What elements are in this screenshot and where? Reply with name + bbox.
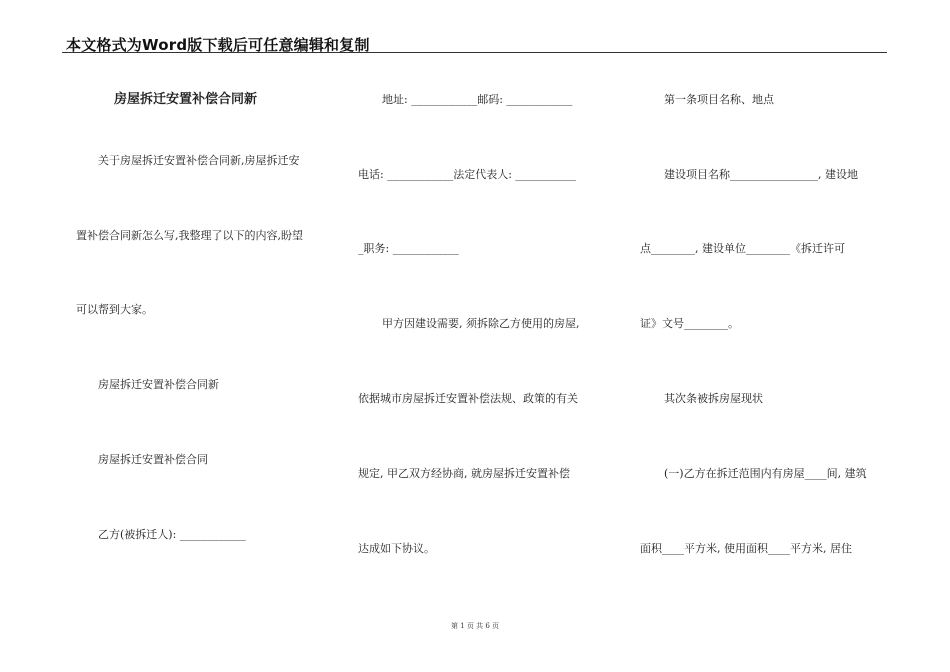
col3-line: (一)乙方在拆迁范围内有房屋____间, 建筑 — [664, 467, 867, 480]
contract-title: 房屋拆迁安置补偿合同新 — [114, 92, 258, 107]
document-header-title: 本文格式为Word版下载后可任意编辑和复制 — [66, 36, 370, 54]
col2-line: _职务: ____________ — [358, 242, 459, 255]
col1-line: 可以帮到大家。 — [76, 303, 153, 316]
col3-line: 第一条项目名称、地点 — [664, 93, 774, 106]
col1-line: 房屋拆迁安置补偿合同新 — [98, 378, 219, 391]
col3-line: 建设项目名称________________, 建设地 — [664, 168, 858, 181]
col2-line: 达成如下协议。 — [358, 542, 435, 555]
col2-line: 规定, 甲乙双方经协商, 就房屋拆迁安置补偿 — [358, 467, 570, 480]
col2-line: 甲方因建设需要, 须拆除乙方使用的房屋, — [382, 317, 580, 330]
col3-line: 证》文号________。 — [640, 317, 739, 330]
col2-line: 地址: ____________邮码: ____________ — [382, 93, 573, 106]
col2-line: 电话: ____________法定代表人: ___________ — [358, 168, 576, 181]
col1-line: 关于房屋拆迁安置补偿合同新,房屋拆迁安 — [98, 154, 300, 167]
col3-line: 面积____平方米, 使用面积____平方米, 居住 — [640, 542, 852, 555]
col3-line: 点________, 建设单位________《拆迁许可 — [640, 242, 845, 255]
col1-line: 房屋拆迁安置补偿合同 — [98, 453, 208, 466]
header-divider — [62, 52, 887, 53]
page-number: 第 1 页 共 6 页 — [450, 622, 500, 630]
col1-line: 乙方(被拆迁人): ____________ — [98, 528, 246, 541]
col1-line: 置补偿合同新怎么写,我整理了以下的内容,盼望 — [76, 229, 303, 242]
col2-line: 依据城市房屋拆迁安置补偿法规、政策的有关 — [358, 392, 578, 405]
col3-line: 其次条被拆房屋现状 — [664, 392, 763, 405]
